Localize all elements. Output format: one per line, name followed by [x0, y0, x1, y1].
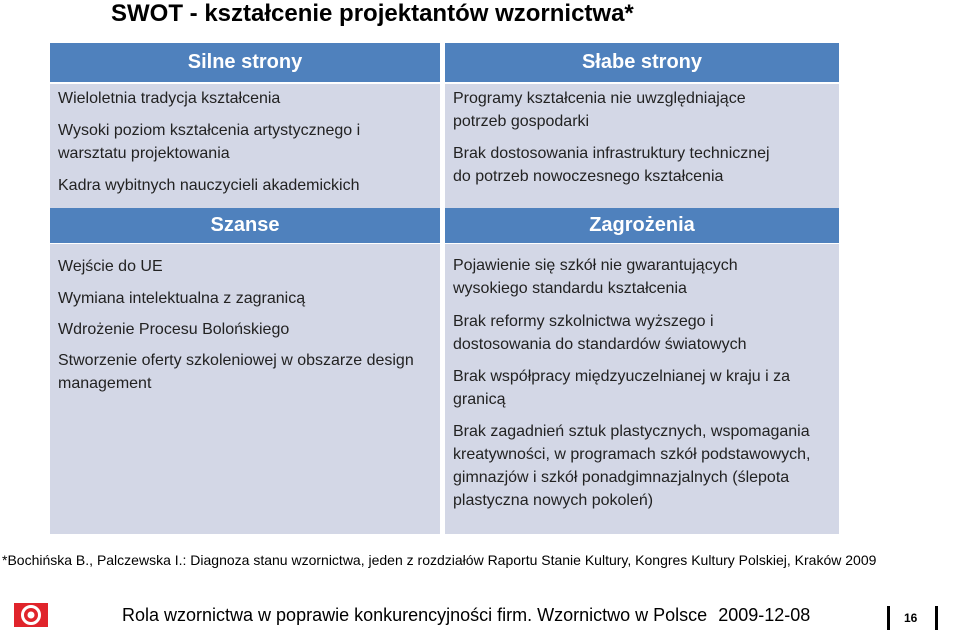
footer-text — [122, 605, 810, 626]
strengths-heading: Silne strony — [50, 43, 440, 82]
footnote: *Bochińska B., Palczewska I.: Diagnoza stanu wzornictwa, jeden z rozdziałów Raportu Stanie Kultury, Kongres Kultury Polskiej, Kraków 2009 — [2, 552, 877, 568]
opportunities-heading: Szanse — [50, 208, 440, 243]
threats-item: Pojawienie się szkół nie gwarantujących wysokiego standardu kształcenia — [453, 257, 738, 297]
page-number: 16 — [904, 611, 918, 625]
footer-divider — [887, 606, 890, 630]
strengths-item: Kadra wybitnych nauczycieli akademickich — [58, 177, 360, 194]
footer-divider — [935, 606, 938, 630]
weaknesses-item: Brak dostosowania infrastruktury technicznej do potrzeb nowoczesnego kształcenia — [453, 145, 770, 185]
threats-item: Brak współpracy międzyuczelnianej w kraju i za granicą — [453, 368, 791, 408]
slide-title: SWOT - kształcenie projektantów wzornictwa* — [111, 0, 634, 27]
opportunities-item: Wejście do UE — [58, 258, 163, 275]
red-ring-logo-icon — [14, 603, 48, 627]
opportunities-item: Wymiana intelektualna z zagranicą — [58, 290, 306, 307]
weaknesses-item: Programy kształcenia nie uwzględniające potrzeb gospodarki — [453, 90, 746, 130]
footer-title: Rola wzornictwa w poprawie konkurencyjności firm. Wzornictwo w Polsce — [122, 605, 708, 625]
threats-heading: Zagrożenia — [445, 208, 839, 243]
opportunities-item: Stworzenie oferty szkoleniowej w obszarze design management — [58, 352, 414, 392]
strengths-item: Wysoki poziom kształcenia artystycznego i warsztatu projektowania — [58, 122, 361, 162]
weaknesses-heading: Słabe strony — [445, 43, 839, 82]
footer-date: 2009-12-08 — [718, 605, 811, 625]
threats-item: Brak zagadnień sztuk plastycznych, wspomagania kreatywności, w programach szkół podstawowych, gimnazjów i szkół ponadgimnazjalnych (ślepota plastyczna nowych pokoleń) — [453, 423, 811, 509]
threats-item: Brak reformy szkolnictwa wyższego i dostosowania do standardów światowych — [453, 313, 747, 353]
strengths-item: Wieloletnia tradycja kształcenia — [58, 90, 281, 107]
opportunities-item: Wdrożenie Procesu Bolońskiego — [58, 321, 290, 338]
